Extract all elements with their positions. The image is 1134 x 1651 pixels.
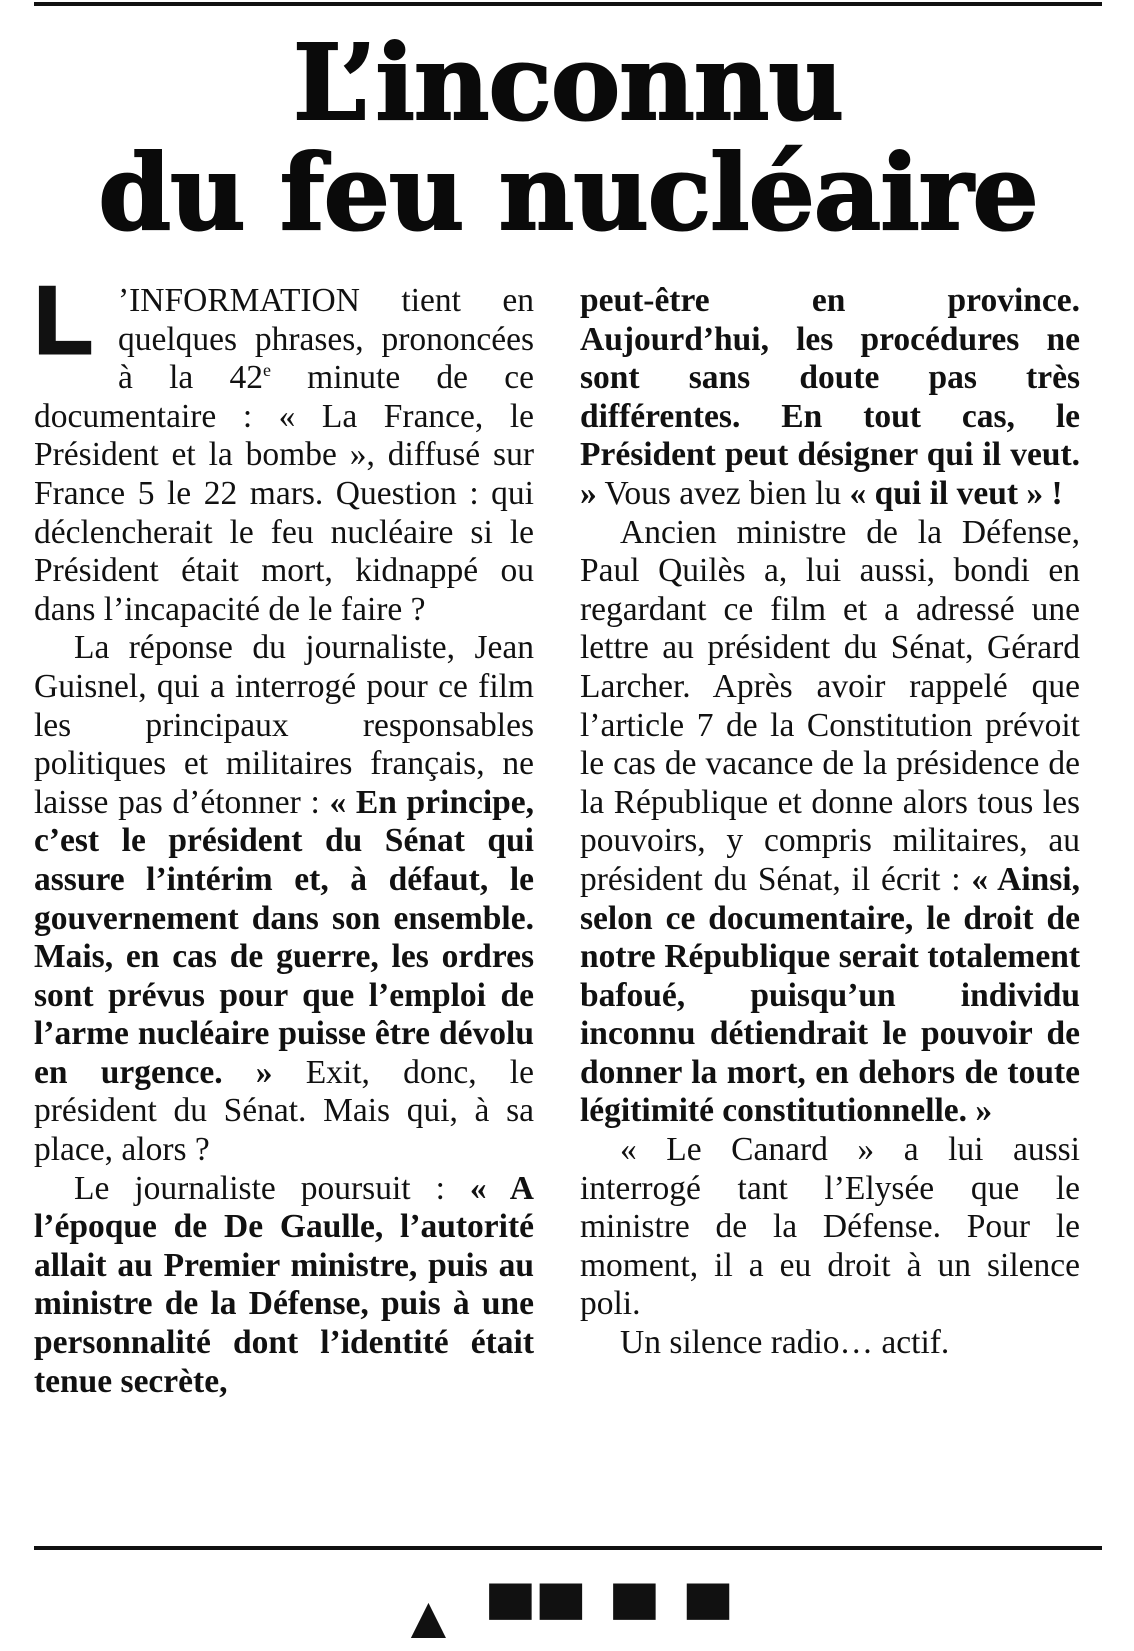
headline: [34, 21, 1102, 254]
ordinal-superscript: e: [262, 360, 271, 381]
paragraph-text: Exit, donc, le président du Sénat. Mais qui, à sa place, alors ?: [34, 1053, 534, 1169]
paragraph-continuation: [580, 282, 1080, 514]
paragraph-quiles: [580, 514, 1080, 1132]
paragraph-text: Ancien ministre de la Défense, Paul Quilès a, lui aussi, bondi en regardant ce film et a adressé une lettre au président du Sénat, Gérard Larcher. Après avoir rappelé que l’article 7 de la Constitution prévoit le cas de vacance de la présidence de la République et donne alors tous les pouvoirs, y compris militaires, au président du Sénat, il écrit :: [580, 513, 1080, 898]
paragraph-text: Un silence radio… actif.: [620, 1324, 950, 1362]
paragraph-journalist: [34, 1170, 534, 1402]
paragraph-text: « Le Canard » a lui aussi interrogé tant l’Elysée que le ministre de la Défense. Pour le moment, il a eu droit à un silence poli.: [580, 1131, 1080, 1323]
paragraph-response: [34, 629, 534, 1169]
paragraph-text: La réponse du journaliste, Jean Guisnel, qui a interrogé pour ce film les principaux responsables politiques et militaires français, ne laisse pas d’étonner :: [34, 629, 534, 821]
headline-line-2: du feu nucléaire: [98, 131, 1038, 254]
paragraph-text: minute de ce documentaire : « La France, le Président et la bombe », diffusé sur France 5 le 22 mars. Question : qui déclencherait le feu nucléaire si le Président était mort, kidnappé ou dans l’incapacité de le faire ?: [34, 359, 534, 628]
paragraph-text: Vous avez bien lu: [596, 474, 850, 512]
headline-line-1: L’inconnu: [292, 21, 844, 144]
quote-bold: « qui il veut » !: [849, 474, 1063, 512]
paragraph-closing: [580, 1324, 1080, 1363]
quote-bold: « Ainsi, selon ce documentaire, le droit de notre République serait totalement bafoué, puisqu’un individu inconnu détiendrait le pouvoir de donner la mort, en dehors de toute légitimité constitutionnelle. »: [580, 860, 1080, 1130]
cropped-next-article-fragment: ▲ ▀▀ ▀ ▀: [398, 1585, 738, 1651]
paragraph-text: Le journaliste poursuit :: [74, 1169, 470, 1207]
paragraph-intro: [34, 267, 534, 629]
top-rule: [34, 2, 1102, 6]
article-column-left: [34, 267, 534, 1401]
quote-bold: « En principe, c’est le président du Sénat qui assure l’intérim et, à défaut, le gouvernement dans son ensemble. Mais, en cas de guerre, les ordres sont prévus pour que l’emploi de l’arme nucléaire puisse être dévolu en urgence. »: [34, 783, 534, 1091]
quote-bold: peut-être en province. Aujourd’hui, les procédures ne sont sans doute pas très différentes. En tout cas, le Président peut désigner qui il veut. »: [580, 282, 1080, 512]
quote-bold: « A l’époque de De Gaulle, l’autorité allait au Premier ministre, puis au ministre de la Défense, puis à une personnalité dont l’identité était tenue secrète,: [34, 1169, 534, 1400]
drop-cap: L: [34, 267, 93, 374]
article-column-right: [580, 282, 1080, 1363]
bottom-rule: [34, 1546, 1102, 1550]
paragraph-canard: [580, 1131, 1080, 1324]
paragraph-text: ’INFORMATION tient en quelques phrases, prononcées à la 42: [118, 282, 534, 397]
